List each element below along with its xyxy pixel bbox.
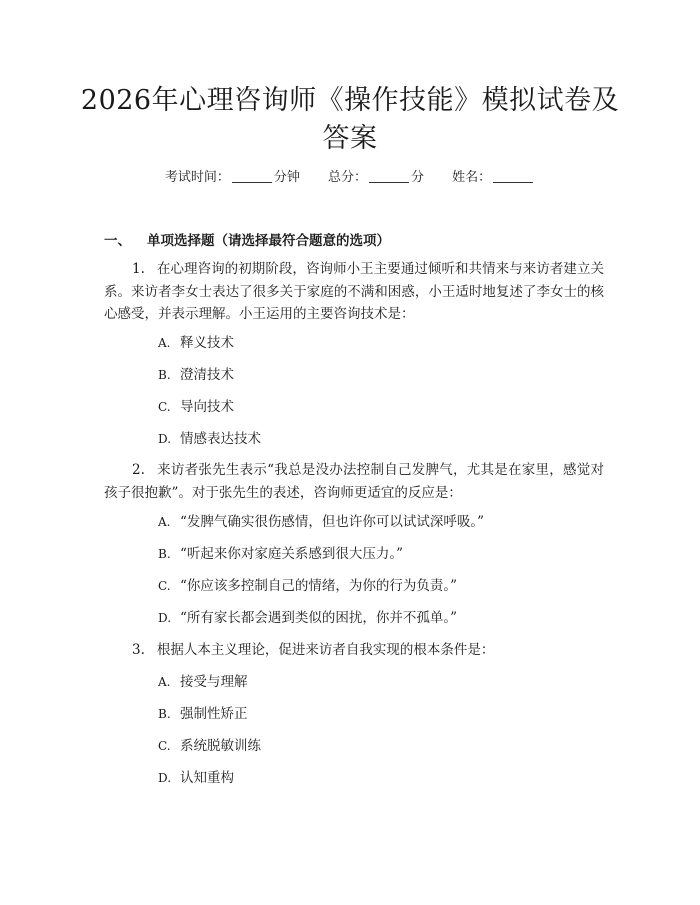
title-line-1: 2026年心理咨询师《操作技能》模拟试卷及 [80, 85, 620, 116]
question-2-option-b [158, 544, 403, 564]
option-text: 释义技术 [180, 335, 234, 351]
name-field [452, 168, 535, 188]
question-1 [104, 258, 604, 326]
option-text: 系统脱敏训练 [180, 738, 261, 754]
page-title [60, 82, 640, 158]
option-text: “发脾气确实很伤感情，但也许你可以试试深呼吸。” [180, 514, 485, 530]
option-letter: B. [158, 547, 171, 561]
question-2-option-a [158, 512, 484, 532]
title-line-2: 答案 [322, 123, 378, 154]
option-text: 认知重构 [180, 770, 234, 786]
question-1-option-a [158, 333, 234, 353]
question-2-option-c [158, 576, 457, 596]
question-3-option-d [158, 768, 234, 788]
option-letter: C. [158, 739, 171, 753]
section-number: 一、 [104, 233, 131, 249]
score-unit: 分 [411, 170, 425, 185]
section-heading [104, 229, 390, 249]
name-blank [493, 170, 533, 183]
option-text: 强制性矫正 [180, 706, 248, 722]
question-text: 根据人本主义理论，促进来访者自我实现的根本条件是： [156, 642, 495, 658]
option-letter: D. [158, 611, 172, 625]
option-text: “你应该多控制自己的情绪，为你的行为负责。” [180, 578, 458, 594]
question-text: 来访者张先生表示“我总是没办法控制自己发脾气，尤其是在家里，感觉对孩子很抱歉”。对于张先生的表述，咨询师更适宜的反应是： [104, 462, 604, 501]
option-letter: A. [158, 515, 171, 529]
option-letter: D. [158, 432, 172, 446]
option-letter: C. [158, 400, 171, 414]
score-blank [369, 170, 409, 183]
option-letter: B. [158, 707, 171, 721]
question-2 [104, 459, 604, 504]
question-text: 在心理咨询的初期阶段，咨询师小王主要通过倾听和共情来与来访者建立关系。来访者李女士表达了很多关于家庭的不满和困惑，小王适时地复述了李女士的核心感受，并表示理解。小王运用的主要咨询技术是： [104, 261, 604, 322]
question-1-option-d [158, 429, 261, 449]
option-text: 导向技术 [180, 399, 234, 415]
exam-time-field [165, 168, 300, 188]
question-1-option-c [158, 397, 234, 417]
question-number: 1. [132, 261, 145, 277]
question-2-option-d [158, 608, 457, 628]
option-text: “听起来你对家庭关系感到很大压力。” [180, 546, 404, 562]
option-letter: A. [158, 675, 171, 689]
option-letter: B. [158, 368, 171, 382]
option-text: 接受与理解 [180, 674, 248, 690]
section-title: 单项选择题（请选择最符合题意的选项） [147, 233, 390, 249]
question-3-option-c [158, 736, 261, 756]
option-letter: D. [158, 771, 172, 785]
time-blank [232, 170, 272, 183]
question-3-option-b [158, 704, 248, 724]
option-letter: A. [158, 336, 171, 350]
option-text: 情感表达技术 [180, 431, 261, 447]
question-3-option-a [158, 672, 248, 692]
option-letter: C. [158, 579, 171, 593]
question-3 [104, 639, 604, 662]
question-number: 3. [132, 642, 145, 658]
time-unit: 分钟 [273, 170, 300, 185]
option-text: “所有家长都会遇到类似的困扰，你并不孤单。” [180, 610, 458, 626]
exam-meta [0, 168, 700, 188]
name-label: 姓名： [452, 170, 492, 185]
time-label: 考试时间： [164, 170, 230, 185]
option-text: 澄清技术 [180, 367, 234, 383]
total-score-field [328, 168, 424, 188]
question-1-option-b [158, 365, 234, 385]
question-number: 2. [132, 462, 145, 478]
score-label: 总分： [327, 170, 367, 185]
